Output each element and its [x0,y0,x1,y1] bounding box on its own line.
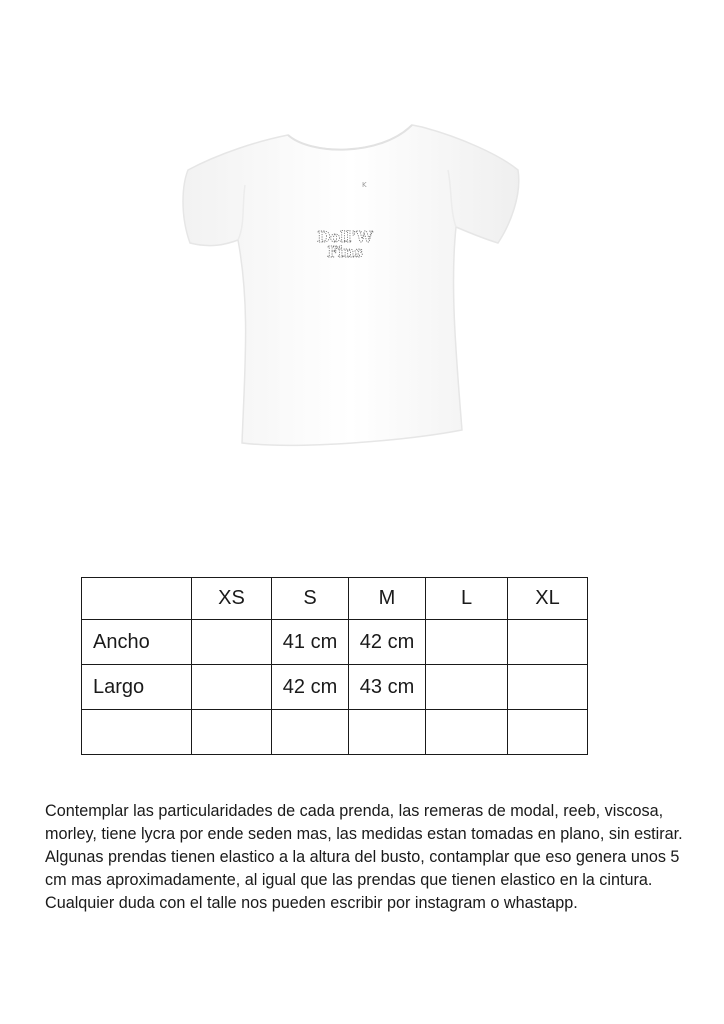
header-cell-l: L [426,578,508,620]
table-cell: 43 cm [349,665,426,710]
table-row [82,665,588,710]
tshirt-illustration [150,115,550,455]
table-row [82,710,588,755]
table-cell [272,710,349,755]
row-label-ancho: Ancho [82,620,192,665]
table-cell [192,620,272,665]
table-cell [426,710,508,755]
size-chart-table [81,577,588,755]
note-paragraph: Contemplar las particularidades de cada prenda, las remeras de modal, reeb, viscosa, morley, tiene lycra por ende seden mas, las medidas estan tomadas en plano, sin estirar. [45,802,683,843]
table-cell [508,710,588,755]
note-paragraph: Cualquier duda con el talle nos pueden escribir por instagram o whastapp. [45,894,578,912]
table-cell [349,710,426,755]
header-cell-xl: XL [508,578,588,620]
table-cell [192,665,272,710]
table-header-row [82,578,588,620]
row-label-largo: Largo [82,665,192,710]
product-image [150,115,550,455]
header-cell-blank [82,578,192,620]
table-cell [508,665,588,710]
table-row [82,620,588,665]
header-cell-s: S [272,578,349,620]
table-cell: 42 cm [272,665,349,710]
note-paragraph: Algunas prendas tienen elastico a la altura del busto, contamplar que eso genera unos 5 cm mas aproximadamente, al igual que las prendas que tienen elastico en la cintura. [45,848,680,889]
table-cell: 41 cm [272,620,349,665]
size-notes [45,800,685,915]
table-cell [508,620,588,665]
svg-text:K: K [362,181,367,189]
logo-line-2: Fins [327,243,363,261]
table-cell: 42 cm [349,620,426,665]
header-cell-m: M [349,578,426,620]
table-cell [426,620,508,665]
header-cell-xs: XS [192,578,272,620]
table-cell [426,665,508,710]
table-cell [192,710,272,755]
row-label-empty [82,710,192,755]
logo-line-1: Doll'W [317,228,373,246]
